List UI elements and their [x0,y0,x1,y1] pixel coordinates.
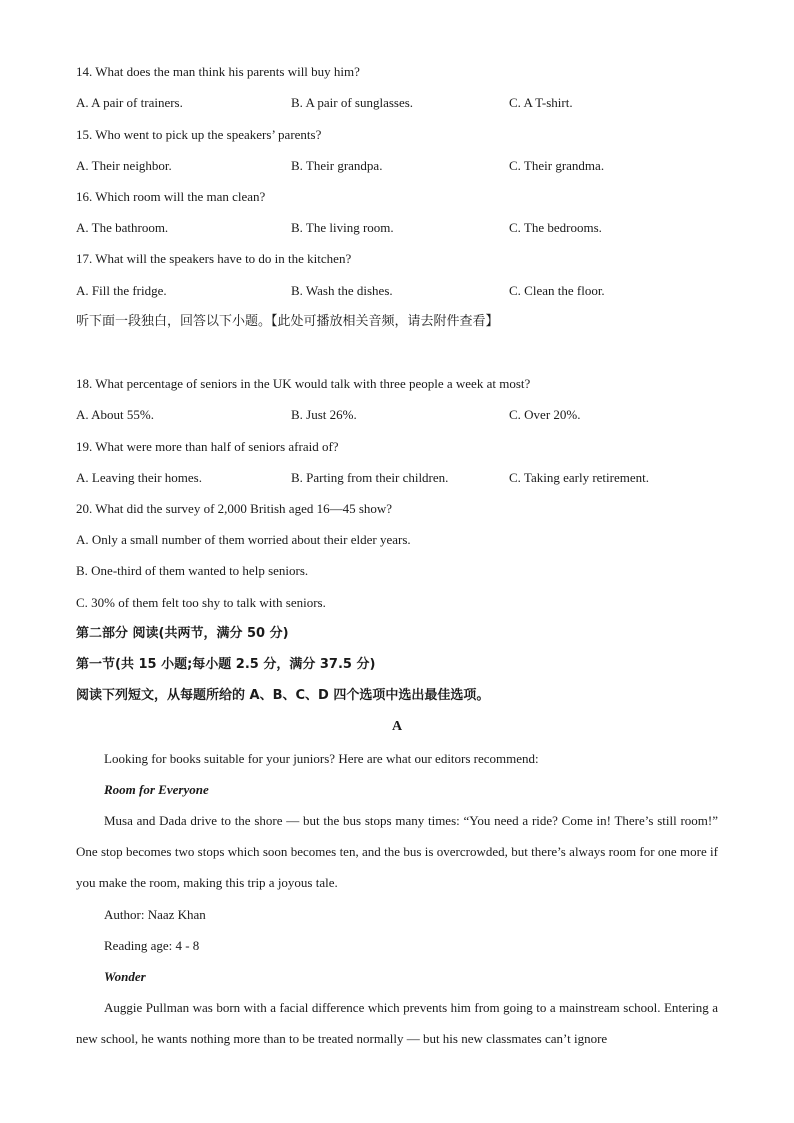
q17-option-c: C. Clean the floor. [509,283,605,298]
q14-option-a: A. A pair of trainers. [76,95,183,110]
reading-instruction: 阅读下列短文，从每题所给的 A、B、C、D 四个选项中选出最佳选项。 [76,688,490,703]
book1-reading-age: Reading age: 4 - 8 [104,938,200,953]
q18-option-a: A. About 55%. [76,407,154,422]
q15-option-c: C. Their grandma. [509,158,605,173]
q18-option-c: C. Over 20%. [509,407,581,422]
book1-title: Room for Everyone [104,782,209,797]
book2-description: Auggie Pullman was born with a facial difference which prevents him from going to a mainstream school. Entering a new school, he wants nothing more than to be treated normally — but his new classmates can’t ignore [76,1000,718,1046]
q19-option-a: A. Leaving their homes. [76,470,202,485]
q20-option-c: C. 30% of them felt too shy to talk with seniors. [76,595,326,610]
question-18: 18. What percentage of seniors in the UK would talk with three people a week at most? [76,376,531,391]
q20-option-b: B. One-third of them wanted to help seniors. [76,563,309,578]
q17-option-b: B. Wash the dishes. [291,283,393,298]
q20-option-a: A. Only a small number of them worried about their elder years. [76,532,411,547]
q16-option-b: B. The living room. [291,220,394,235]
question-20: 20. What did the survey of 2,000 British aged 16—45 show? [76,501,393,516]
q15-option-a: A. Their neighbor. [76,158,172,173]
book2-title: Wonder [104,969,146,984]
q14-option-c: C. A T-shirt. [509,95,573,110]
q19-option-c: C. Taking early retirement. [509,470,649,485]
question-14: 14. What does the man think his parents will buy him? [76,64,360,79]
q19-option-b: B. Parting from their children. [291,470,449,485]
q15-option-b: B. Their grandpa. [291,158,383,173]
q14-option-b: B. A pair of sunglasses. [291,95,414,110]
passage-letter: A [391,719,403,734]
section1-heading: 第一节(共 15 小题;每小题 2.5 分，满分 37.5 分) [76,657,376,672]
question-19: 19. What were more than half of seniors afraid of? [76,439,339,454]
book1-description: Musa and Dada drive to the shore — but the bus stops many times: “You need a ride? Come in! There’s still room!” One stop becomes two stops which soon becomes ten, and the bus is overcrowded, but there’s always room for one more if you make the room, making this trip a joyous tale. [76,813,718,890]
q16-option-c: C. The bedrooms. [509,220,602,235]
monologue-note: 听下面一段独白，回答以下小题。【此处可播放相关音频，请去附件查看】 [76,314,499,329]
question-15: 15. Who went to pick up the speakers’ parents? [76,127,322,142]
question-17: 17. What will the speakers have to do in the kitchen? [76,251,352,266]
question-16: 16. Which room will the man clean? [76,189,266,204]
passage-intro: Looking for books suitable for your juniors? Here are what our editors recommend: [104,751,539,766]
q18-option-b: B. Just 26%. [291,407,357,422]
book1-author: Author: Naaz Khan [104,907,206,922]
q17-option-a: A. Fill the fridge. [76,283,167,298]
q16-option-a: A. The bathroom. [76,220,169,235]
part2-heading: 第二部分 阅读(共两节，满分 50 分) [76,626,289,641]
